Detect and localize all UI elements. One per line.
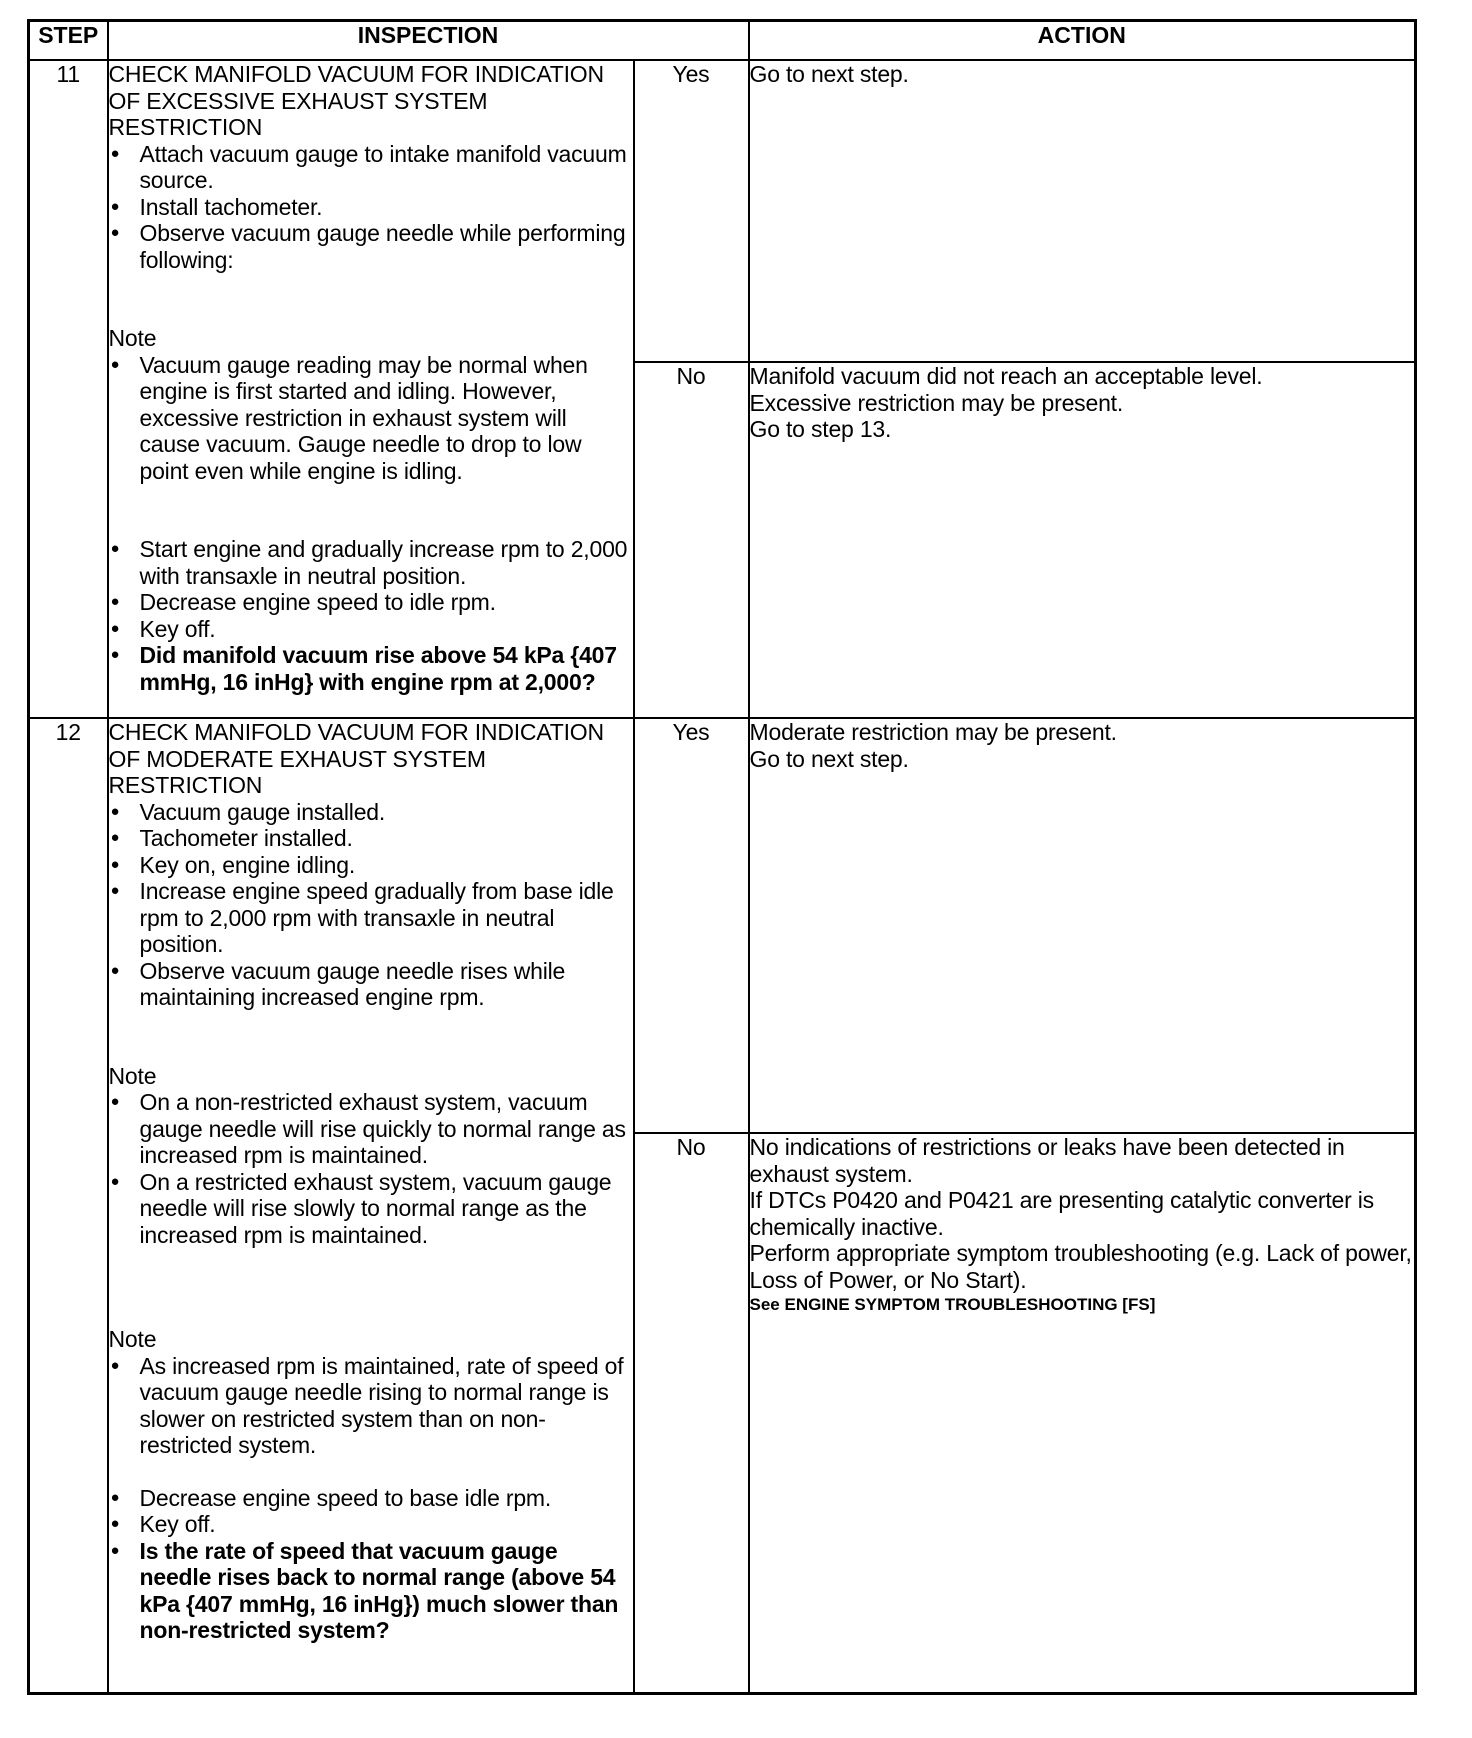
list-item: ● Attach vacuum gauge to intake manifold vacuum source.: [109, 141, 633, 194]
step-12-yes-row: [29, 718, 1416, 1133]
step-12-no-action: [749, 1133, 1416, 1693]
list-item: ● As increased rpm is maintained, rate of speed of vacuum gauge needle rising to normal range is slower on restricted system than on non-restricted system.: [109, 1353, 633, 1459]
step-11-procedure-list-2: [109, 536, 633, 695]
step-12-note-label-1: Note: [108, 1062, 157, 1089]
action-line: Perform appropriate symptom troubleshooting (e.g. Lack of power, Loss of Power, or No Start).: [749, 1240, 1412, 1293]
step-11-number: 11: [29, 60, 108, 718]
list-item: ● Install tachometer.: [109, 194, 633, 221]
step-12-yes-action: [749, 718, 1416, 1133]
list-item: ● Start engine and gradually increase rpm to 2,000 with transaxle in neutral position.: [109, 536, 633, 589]
step-12-title: CHECK MANIFOLD VACUUM FOR INDICATION OF MODERATE EXHAUST SYSTEM RESTRICTION: [108, 719, 604, 798]
step-11-inspection: [108, 60, 634, 718]
step-11-title: CHECK MANIFOLD VACUUM FOR INDICATION OF EXCESSIVE EXHAUST SYSTEM RESTRICTION: [108, 61, 604, 140]
list-item: ● Key off.: [109, 616, 633, 643]
action-header: ACTION: [749, 21, 1416, 61]
action-line: Go to next step.: [749, 61, 909, 87]
action-line: Go to step 13.: [749, 416, 892, 442]
step-11-no-action: [749, 362, 1416, 718]
list-item: ● Tachometer installed.: [109, 825, 633, 852]
list-item: ● Key on, engine idling.: [109, 852, 633, 879]
list-item: ● Decrease engine speed to idle rpm.: [109, 589, 633, 616]
step-12-note-list-2: [109, 1353, 633, 1459]
step-11-note-list: [109, 352, 633, 485]
list-item: ● Vacuum gauge reading may be normal when engine is first started and idling. However, excessive restriction in exhaust system will cause vacuum. Gauge needle to drop to low point even while engine is idling.: [109, 352, 633, 485]
list-item: ● Vacuum gauge installed.: [109, 799, 633, 826]
step-11-note-label: Note: [108, 325, 157, 351]
step-header: STEP: [29, 21, 108, 61]
list-item: ● Observe vacuum gauge needle while performing following:: [109, 220, 633, 273]
step-12-note-label-2: Note: [108, 1326, 157, 1352]
action-line: Manifold vacuum did not reach an acceptable level.: [749, 363, 1263, 389]
list-item: ● Increase engine speed gradually from base idle rpm to 2,000 rpm with transaxle in neutral position.: [109, 878, 633, 958]
step-11-no-label: No: [634, 362, 749, 718]
step-12-procedure-list: [109, 799, 633, 1011]
header-row: [29, 21, 1416, 61]
action-line: If DTCs P0420 and P0421 are presenting catalytic converter is chemically inactive.: [749, 1187, 1374, 1240]
step-12-no-label: No: [634, 1133, 749, 1693]
list-item: ● On a non-restricted exhaust system, vacuum gauge needle will rise quickly to normal range as increased rpm is maintained.: [109, 1089, 633, 1169]
step-12-number: 12: [29, 718, 108, 1693]
inspection-header: INSPECTION: [108, 21, 749, 61]
action-line: Moderate restriction may be present.: [749, 719, 1117, 745]
step-11-question: ● Did manifold vacuum rise above 54 kPa {407 mmHg, 16 inHg} with engine rpm at 2,000?: [109, 642, 633, 695]
step-12-yes-label: Yes: [634, 718, 749, 1133]
action-line: Excessive restriction may be present.: [749, 389, 1124, 416]
list-item: ● On a restricted exhaust system, vacuum gauge needle will rise slowly to normal range as the increased rpm is maintained.: [109, 1169, 633, 1249]
list-item: ● Key off.: [109, 1511, 633, 1538]
step-11-procedure-list: [109, 141, 633, 274]
reference-link-text: See ENGINE SYMPTOM TROUBLESHOOTING [FS]: [749, 1295, 1156, 1314]
step-11-yes-row: [29, 60, 1416, 362]
step-12-note-list-1: [109, 1089, 633, 1248]
diagnostic-procedure-document: [27, 19, 1414, 1692]
step-11-yes-label: Yes: [634, 60, 749, 362]
step-12-question: ● Is the rate of speed that vacuum gauge needle rises back to normal range (above 54 kPa {407 mmHg, 16 inHg}) much slower than non-restricted system?: [109, 1538, 633, 1644]
step-12-inspection: [108, 718, 634, 1693]
list-item: ● Decrease engine speed to base idle rpm.: [109, 1485, 633, 1512]
action-line: No indications of restrictions or leaks have been detected in exhaust system.: [749, 1134, 1345, 1187]
action-line: Go to next step.: [749, 745, 909, 772]
list-item: ● Observe vacuum gauge needle rises while maintaining increased engine rpm.: [109, 958, 633, 1011]
step-12-procedure-list-2: [109, 1485, 633, 1644]
step-11-yes-action: [749, 60, 1416, 362]
diagnostic-table: [27, 19, 1417, 1695]
